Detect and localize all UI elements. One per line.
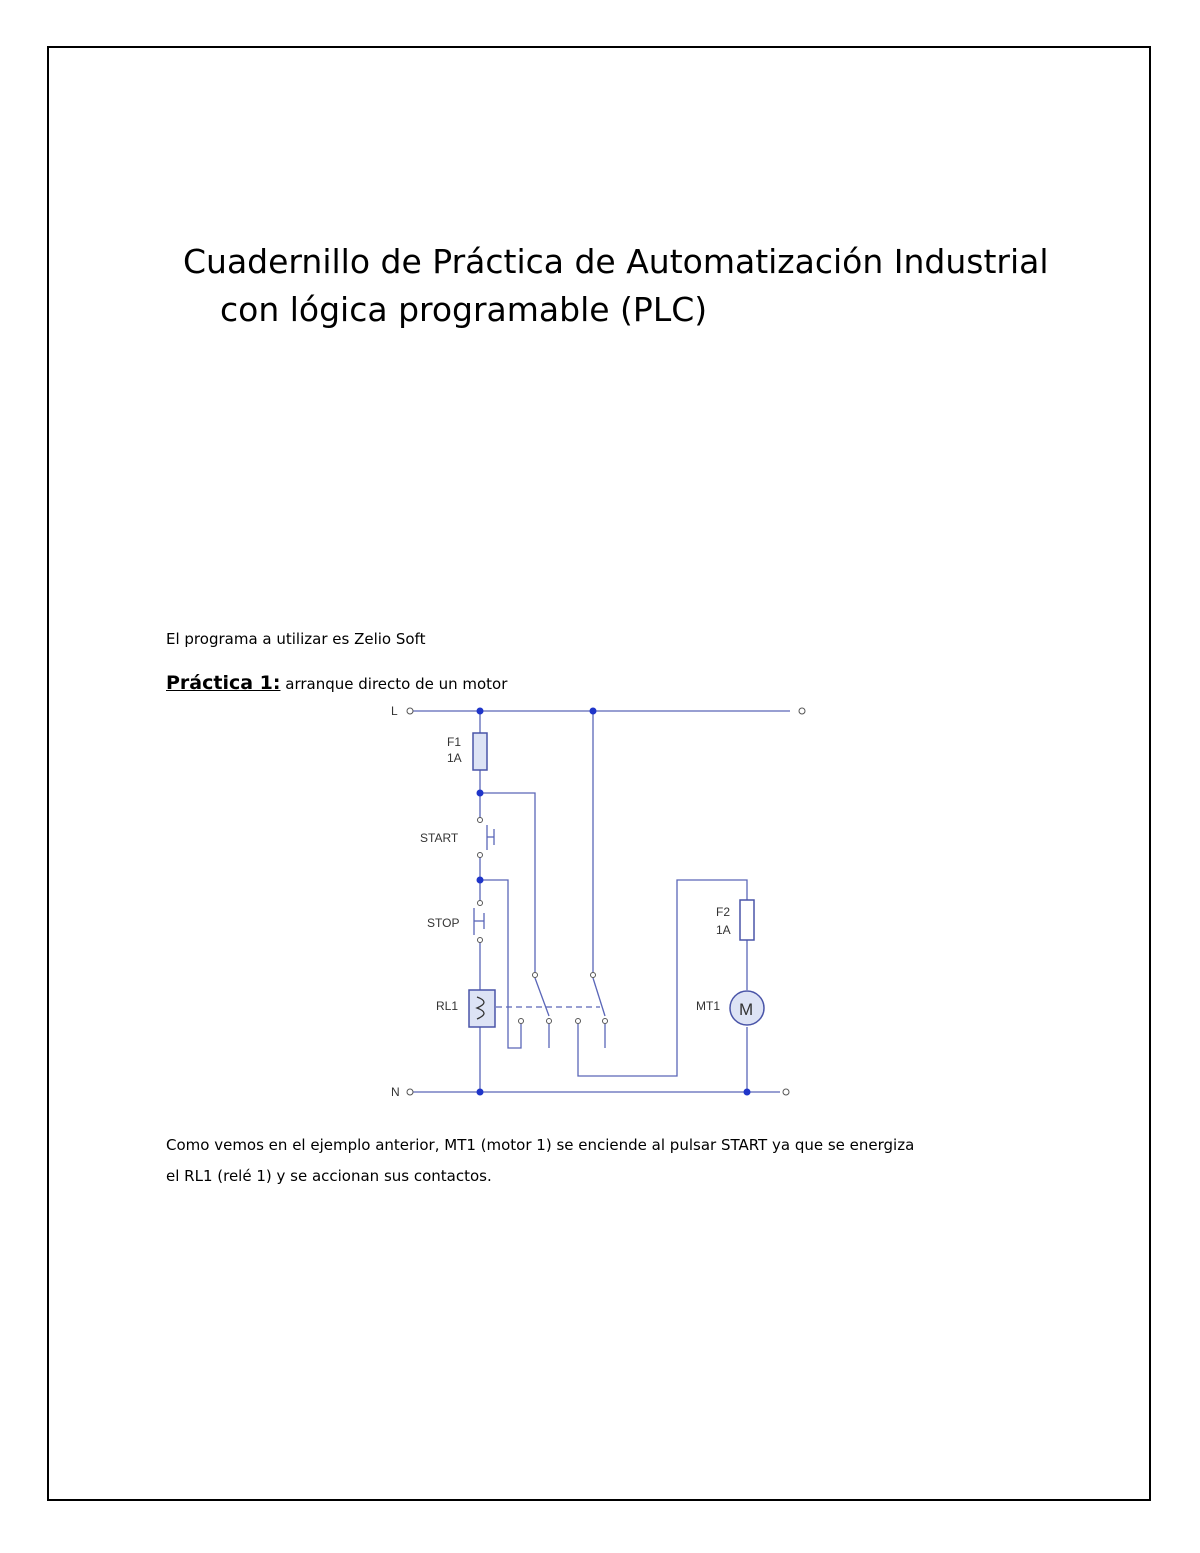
title-line-2: con lógica programable (PLC) bbox=[220, 290, 708, 329]
label-f2: F2 bbox=[716, 905, 731, 919]
label-f1-rating: 1A bbox=[447, 751, 462, 765]
label-f2-rating: 1A bbox=[716, 923, 731, 937]
label-stop: STOP bbox=[427, 916, 460, 930]
label-rl1: RL1 bbox=[436, 999, 459, 1013]
description-line-2: el RL1 (relé 1) y se accionan sus contactos. bbox=[166, 1167, 492, 1185]
label-start: START bbox=[420, 831, 459, 845]
intro-text: El programa a utilizar es Zelio Soft bbox=[166, 630, 426, 648]
relay-coil-rl1 bbox=[469, 990, 495, 1027]
description-paragraph bbox=[166, 1130, 1046, 1192]
practice-heading: Práctica 1: bbox=[166, 672, 281, 694]
practice-line bbox=[166, 672, 507, 694]
motor-symbol-m: M bbox=[739, 1000, 754, 1019]
fuse-f2 bbox=[740, 900, 754, 940]
fuse-f1 bbox=[473, 733, 487, 770]
label-line-l: L bbox=[391, 704, 398, 718]
label-mt1: MT1 bbox=[696, 999, 720, 1013]
description-line-1: Como vemos en el ejemplo anterior, MT1 (motor 1) se enciende al pulsar START ya que se energiza bbox=[166, 1136, 915, 1154]
practice-description: arranque directo de un motor bbox=[280, 675, 508, 693]
label-f1: F1 bbox=[447, 735, 462, 749]
wires bbox=[413, 711, 790, 1092]
junction-nodes bbox=[477, 708, 754, 1096]
title-line-1: Cuadernillo de Práctica de Automatización Industrial bbox=[183, 242, 1049, 281]
document-title bbox=[183, 238, 1049, 334]
circuit-diagram bbox=[380, 698, 810, 1108]
label-neutral-n: N bbox=[391, 1085, 400, 1099]
